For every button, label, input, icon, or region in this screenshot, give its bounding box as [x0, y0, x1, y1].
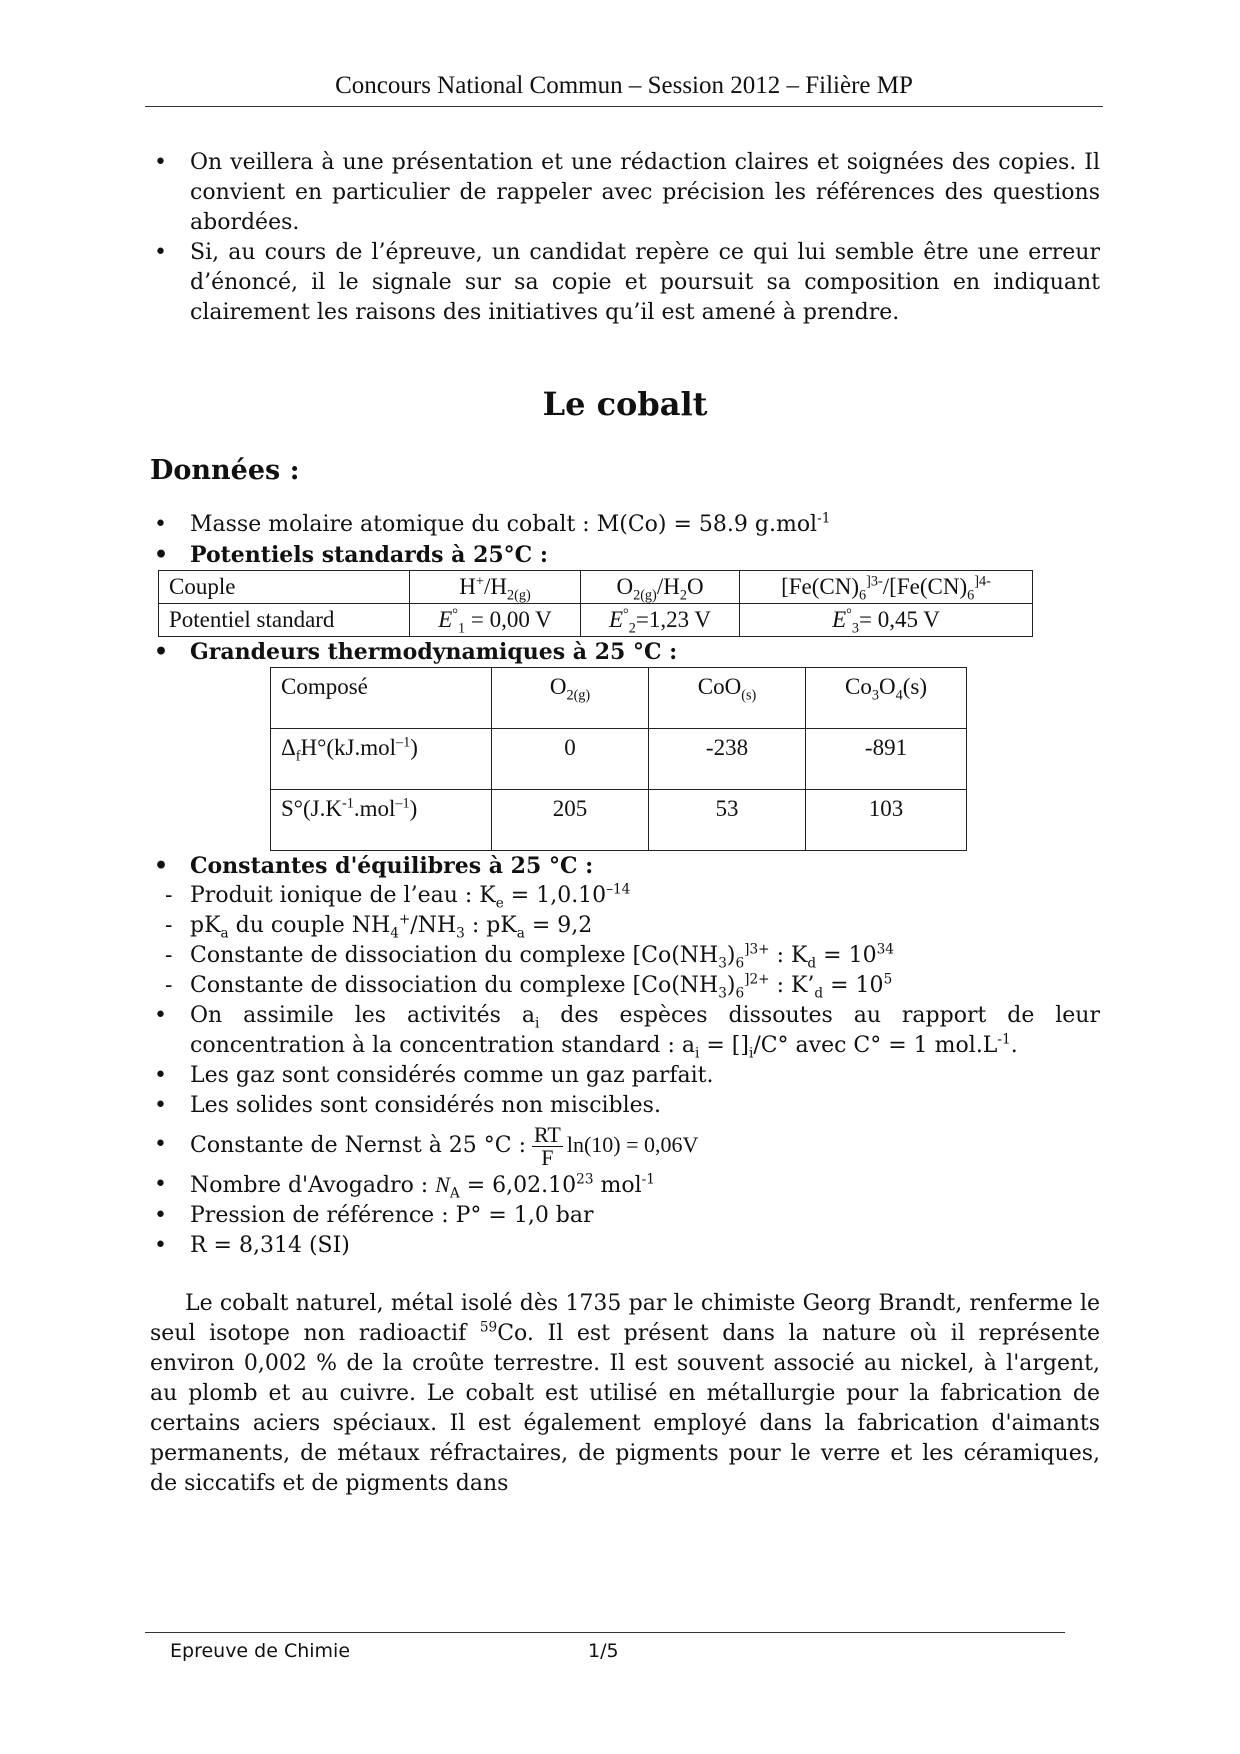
- compose-label: Composé: [271, 668, 492, 729]
- table-row: [271, 668, 967, 729]
- instruction-item: • On veillera à une présentation et une rédaction claires et soignées des copies. Il convient en particulier de rappeler avec précision les références des questions abordées.: [150, 148, 1100, 238]
- dfh-label: $\Delta_fH^\circ(kJ.mol^{-1})$: [271, 729, 492, 790]
- s-value: 103: [806, 790, 967, 851]
- instruction-item: • Si, au cours de l’épreuve, un candidat repère ce qui lui semble être une erreur d’énoncé, il le signale sur sa copie et poursuit sa composition en indiquant clairement les raisons des initiatives qu’il est amené à prendre.: [150, 238, 1100, 328]
- footer-rule: [145, 1632, 1065, 1633]
- couple-2: $O_{2(g)}/H_2O$: [581, 571, 740, 604]
- potentiels-heading: • Potentiels standards à 25°C :: [150, 540, 1100, 570]
- potentiels-table: [158, 570, 1033, 637]
- couple-3: [$Fe(CN)_6^{]3-}/[Fe(CN)_6^{]4-}$: [740, 571, 1033, 604]
- compose-o2: $O_{2(g)}$: [492, 668, 649, 729]
- content: [150, 148, 1100, 1499]
- constantes-list: [150, 851, 1100, 881]
- kd-item: - Constante de dissociation du complexe [$Co(NH_3)_6^{]3+}$ : $K_d = 10^{34}$: [160, 941, 1100, 971]
- potentiel-e3: $E^\circ_3= 0,45$ V: [740, 604, 1033, 637]
- table-row: [271, 729, 967, 790]
- instructions-list: [150, 148, 1100, 328]
- constantes-heading: • Constantes d'équilibres à 25 °C :: [150, 851, 1100, 881]
- compose-coo: CoO$_{(s)}$: [649, 668, 806, 729]
- hypotheses-list: [150, 1001, 1100, 1261]
- page-header: Concours National Commun – Session 2012 – Filière MP: [335, 72, 913, 99]
- thermo-table: [270, 667, 967, 851]
- page-number: 1/5: [588, 1640, 619, 1662]
- solides-item: • Les solides sont considérés non miscibles.: [150, 1091, 1100, 1121]
- ke-item: - Produit ionique de l’eau : $K_e = 1,0.10^{-14}$: [160, 881, 1100, 911]
- s-value: 205: [492, 790, 649, 851]
- dfh-value: 0: [492, 729, 649, 790]
- dfh-value: -238: [649, 729, 806, 790]
- gaz-item: • Les gaz sont considérés comme un gaz parfait.: [150, 1061, 1100, 1091]
- table-row: [271, 790, 967, 851]
- s-label: $S^\circ(J.K^{-1}.mol^{-1})$: [271, 790, 492, 851]
- activites-item: • On assimile les activités $a_i$ des espèces dissoutes au rapport de leur concentration à la concentration standard : $a_i = []_i/C^\circ$ avec C° = 1 $mol.L^{-1}$.: [150, 1001, 1100, 1061]
- nernst-fraction: $\frac{RT}{F}$: [534, 1121, 561, 1170]
- potentiel-label: Potentiel standard: [159, 604, 410, 637]
- table-row: [159, 571, 1033, 604]
- s-value: 53: [649, 790, 806, 851]
- couple-1: $H^+/H_{2(g)}$: [410, 571, 581, 604]
- table-row: [159, 604, 1033, 637]
- constantes-sublist: [150, 881, 1100, 1001]
- thermo-heading-list: [150, 637, 1100, 667]
- avogadro-item: • Nombre d'Avogadro : $N_A = 6,02.10^{23}$ mol$^{-1}$: [150, 1170, 1100, 1201]
- potentiel-e2: $E^\circ_2=1,23$ V: [581, 604, 740, 637]
- thermo-heading: • Grandeurs thermodynamiques à 25 °C :: [150, 637, 1100, 667]
- dfh-value: -891: [806, 729, 967, 790]
- intro-paragraph: Le cobalt naturel, métal isolé dès 1735 par le chimiste Georg Brandt, renferme le seul isotope non radioactif $^{59}$Co. Il est présent dans la nature où il représente environ 0,002 % de la croûte terrestre. Il est souvent associé au nickel, à l'argent, au plomb et au cuivre. Le cobalt est utilisé en métallurgie pour la fabrication de certains aciers spéciaux. Il est également employé dans la fabrication d'aimants permanents, de métaux réfractaires, de pigments pour le verre et les céramiques, de siccatifs et de pigments dans: [150, 1291, 1100, 1496]
- donnees-heading: Données :: [150, 455, 300, 486]
- donnees-list: [150, 510, 1100, 570]
- compose-co3o4: $Co_3O_4(s)$: [806, 668, 967, 729]
- document-title: Le cobalt: [542, 385, 708, 423]
- masse-molaire-item: • Masse molaire atomique du cobalt : M(Co) = 58.9 g.mol$^{-1}$: [150, 510, 1100, 540]
- r-item: • R = 8,314 (SI): [150, 1231, 1100, 1261]
- kd2-item: - Constante de dissociation du complexe [$Co(NH_3)_6^{]2+}$ : $K’_d = 10^5$: [160, 971, 1100, 1001]
- pka-item: - $pK_a$ du couple $NH_4^+/NH_3$ : $pK_a = 9,2$: [160, 911, 1100, 941]
- footer-title: Epreuve de Chimie: [170, 1640, 351, 1662]
- potentiel-e1: $E^\circ_1 = 0,00$ V: [410, 604, 581, 637]
- header-rule: [145, 106, 1103, 107]
- nernst-item: • Constante de Nernst à 25 °C : $\frac{RT}{F}$ ln(10) = 0,06V: [150, 1121, 1100, 1170]
- pression-item: • Pression de référence : P° = 1,0 bar: [150, 1201, 1100, 1231]
- couple-label: Couple: [159, 571, 410, 604]
